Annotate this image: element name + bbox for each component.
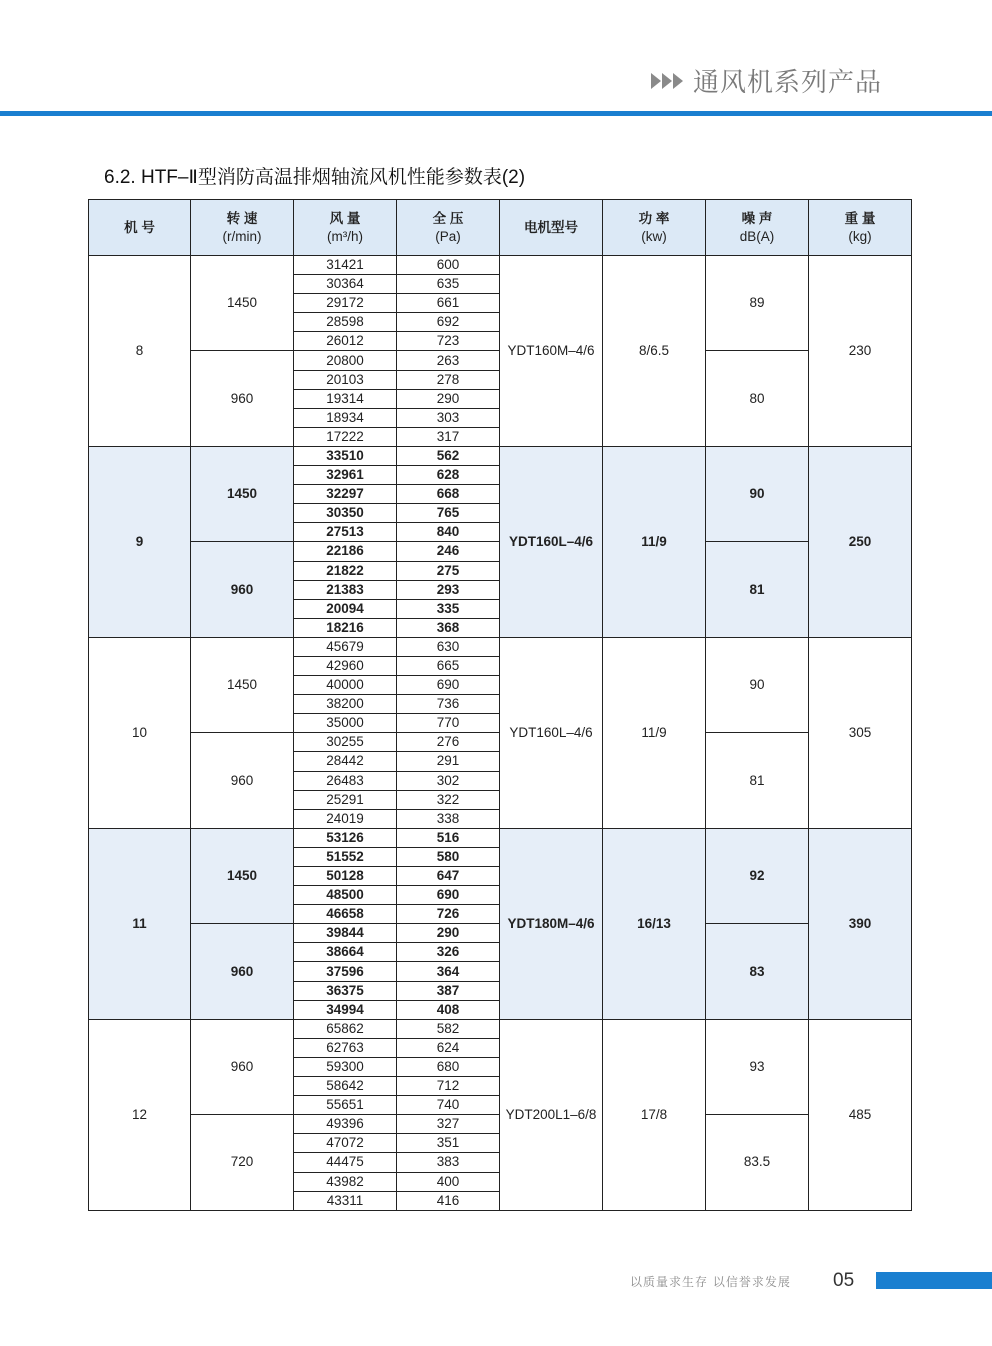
cell-speed: 1450 <box>191 637 294 732</box>
cell-airflow: 24019 <box>294 809 397 828</box>
cell-weight: 485 <box>809 1019 912 1210</box>
col-header-weight: 重 量 (kg) <box>809 200 912 256</box>
cell-pressure: 562 <box>397 446 500 465</box>
cell-airflow: 28442 <box>294 752 397 771</box>
cell-pressure: 582 <box>397 1019 500 1038</box>
table-row <box>89 446 912 465</box>
col-header-power: 功 率 (kw) <box>603 200 706 256</box>
cell-airflow: 39844 <box>294 924 397 943</box>
cell-pressure: 278 <box>397 370 500 389</box>
cell-speed: 1450 <box>191 828 294 923</box>
cell-airflow: 22186 <box>294 542 397 561</box>
cell-airflow: 35000 <box>294 714 397 733</box>
cell-pressure: 740 <box>397 1096 500 1115</box>
cell-power: 11/9 <box>603 446 706 637</box>
cell-airflow: 28598 <box>294 313 397 332</box>
cell-weight: 250 <box>809 446 912 637</box>
cell-pressure: 302 <box>397 771 500 790</box>
cell-airflow: 20800 <box>294 351 397 370</box>
cell-airflow: 30255 <box>294 733 397 752</box>
cell-airflow: 32297 <box>294 485 397 504</box>
cell-airflow: 46658 <box>294 905 397 924</box>
cell-pressure: 326 <box>397 943 500 962</box>
cell-pressure: 291 <box>397 752 500 771</box>
cell-airflow: 21822 <box>294 561 397 580</box>
cell-speed: 960 <box>191 351 294 446</box>
cell-pressure: 276 <box>397 733 500 752</box>
table-row <box>89 1019 912 1038</box>
cell-airflow: 51552 <box>294 847 397 866</box>
cell-pressure: 647 <box>397 867 500 886</box>
cell-speed: 1450 <box>191 446 294 541</box>
cell-airflow: 62763 <box>294 1038 397 1057</box>
cell-airflow: 25291 <box>294 790 397 809</box>
cell-noise: 81 <box>706 733 809 828</box>
cell-motor: YDT160L–4/6 <box>500 446 603 637</box>
cell-airflow: 44475 <box>294 1153 397 1172</box>
col-header-motor: 电机型号 <box>500 200 603 256</box>
cell-airflow: 26012 <box>294 332 397 351</box>
cell-pressure: 368 <box>397 618 500 637</box>
cell-pressure: 770 <box>397 714 500 733</box>
col-header-noise: 噪 声 dB(A) <box>706 200 809 256</box>
cell-pressure: 690 <box>397 676 500 695</box>
header-divider <box>0 111 992 116</box>
cell-noise: 93 <box>706 1019 809 1114</box>
cell-airflow: 58642 <box>294 1077 397 1096</box>
cell-airflow: 27513 <box>294 523 397 542</box>
section-title: 6.2. HTF–Ⅱ型消防高温排烟轴流风机性能参数表(2) <box>104 167 526 188</box>
chevron-right-icon <box>651 73 683 89</box>
cell-pressure: 293 <box>397 580 500 599</box>
cell-airflow: 21383 <box>294 580 397 599</box>
cell-pressure: 690 <box>397 886 500 905</box>
cell-airflow: 26483 <box>294 771 397 790</box>
cell-pressure: 351 <box>397 1134 500 1153</box>
page-number: 05 <box>833 1270 855 1291</box>
cell-airflow: 48500 <box>294 886 397 905</box>
cell-airflow: 49396 <box>294 1115 397 1134</box>
cell-model: 9 <box>89 446 191 637</box>
cell-pressure: 400 <box>397 1172 500 1191</box>
cell-airflow: 38664 <box>294 943 397 962</box>
cell-model: 8 <box>89 256 191 447</box>
cell-pressure: 322 <box>397 790 500 809</box>
cell-motor: YDT200L1–6/8 <box>500 1019 603 1210</box>
cell-airflow: 59300 <box>294 1057 397 1076</box>
cell-airflow: 19314 <box>294 389 397 408</box>
cell-airflow: 32961 <box>294 466 397 485</box>
cell-pressure: 661 <box>397 294 500 313</box>
cell-airflow: 43982 <box>294 1172 397 1191</box>
cell-pressure: 712 <box>397 1077 500 1096</box>
cell-power: 11/9 <box>603 637 706 828</box>
table-header-row <box>89 200 912 256</box>
cell-pressure: 580 <box>397 847 500 866</box>
cell-pressure: 840 <box>397 523 500 542</box>
cell-power: 17/8 <box>603 1019 706 1210</box>
col-header-speed: 转 速 (r/min) <box>191 200 294 256</box>
cell-airflow: 33510 <box>294 446 397 465</box>
cell-motor: YDT180M–4/6 <box>500 828 603 1019</box>
cell-pressure: 736 <box>397 695 500 714</box>
cell-motor: YDT160L–4/6 <box>500 637 603 828</box>
cell-noise: 80 <box>706 351 809 446</box>
cell-pressure: 383 <box>397 1153 500 1172</box>
cell-pressure: 692 <box>397 313 500 332</box>
cell-airflow: 45679 <box>294 637 397 656</box>
cell-airflow: 40000 <box>294 676 397 695</box>
cell-airflow: 30350 <box>294 504 397 523</box>
cell-airflow: 37596 <box>294 962 397 981</box>
cell-airflow: 53126 <box>294 828 397 847</box>
cell-model: 11 <box>89 828 191 1019</box>
cell-pressure: 338 <box>397 809 500 828</box>
cell-pressure: 275 <box>397 561 500 580</box>
cell-noise: 83 <box>706 924 809 1019</box>
cell-noise: 90 <box>706 446 809 541</box>
cell-speed: 960 <box>191 733 294 828</box>
cell-pressure: 600 <box>397 256 500 275</box>
col-header-pressure: 全 压 (Pa) <box>397 200 500 256</box>
cell-model: 12 <box>89 1019 191 1210</box>
cell-pressure: 317 <box>397 427 500 446</box>
cell-weight: 390 <box>809 828 912 1019</box>
cell-pressure: 680 <box>397 1057 500 1076</box>
cell-pressure: 303 <box>397 408 500 427</box>
cell-pressure: 726 <box>397 905 500 924</box>
cell-airflow: 17222 <box>294 427 397 446</box>
cell-airflow: 65862 <box>294 1019 397 1038</box>
cell-pressure: 668 <box>397 485 500 504</box>
cell-airflow: 43311 <box>294 1191 397 1210</box>
cell-pressure: 387 <box>397 981 500 1000</box>
cell-airflow: 18934 <box>294 408 397 427</box>
table-row <box>89 637 912 656</box>
cell-pressure: 290 <box>397 389 500 408</box>
cell-pressure: 665 <box>397 656 500 675</box>
table-row <box>89 828 912 847</box>
cell-speed: 960 <box>191 1019 294 1114</box>
cell-noise: 81 <box>706 542 809 637</box>
cell-airflow: 18216 <box>294 618 397 637</box>
cell-noise: 92 <box>706 828 809 923</box>
cell-pressure: 630 <box>397 637 500 656</box>
cell-weight: 230 <box>809 256 912 447</box>
cell-speed: 1450 <box>191 256 294 351</box>
cell-pressure: 624 <box>397 1038 500 1057</box>
cell-speed: 960 <box>191 542 294 637</box>
cell-airflow: 20094 <box>294 599 397 618</box>
cell-airflow: 36375 <box>294 981 397 1000</box>
table-row <box>89 256 912 275</box>
cell-pressure: 765 <box>397 504 500 523</box>
cell-power: 8/6.5 <box>603 256 706 447</box>
cell-pressure: 516 <box>397 828 500 847</box>
cell-airflow: 30364 <box>294 275 397 294</box>
cell-airflow: 38200 <box>294 695 397 714</box>
cell-airflow: 29172 <box>294 294 397 313</box>
col-header-model: 机 号 <box>89 200 191 256</box>
cell-pressure: 408 <box>397 1000 500 1019</box>
header <box>651 62 882 99</box>
cell-motor: YDT160M–4/6 <box>500 256 603 447</box>
cell-airflow: 55651 <box>294 1096 397 1115</box>
cell-noise: 90 <box>706 637 809 732</box>
cell-noise: 89 <box>706 256 809 351</box>
cell-model: 10 <box>89 637 191 828</box>
cell-pressure: 364 <box>397 962 500 981</box>
cell-airflow: 20103 <box>294 370 397 389</box>
cell-speed: 960 <box>191 924 294 1019</box>
cell-noise: 83.5 <box>706 1115 809 1210</box>
cell-pressure: 290 <box>397 924 500 943</box>
cell-pressure: 335 <box>397 599 500 618</box>
cell-pressure: 628 <box>397 466 500 485</box>
footer-motto: 以质量求生存 以信誉求发展 <box>630 1275 791 1289</box>
cell-airflow: 42960 <box>294 656 397 675</box>
cell-pressure: 246 <box>397 542 500 561</box>
cell-pressure: 327 <box>397 1115 500 1134</box>
cell-speed: 720 <box>191 1115 294 1210</box>
cell-airflow: 31421 <box>294 256 397 275</box>
cell-weight: 305 <box>809 637 912 828</box>
cell-airflow: 50128 <box>294 867 397 886</box>
cell-airflow: 47072 <box>294 1134 397 1153</box>
cell-airflow: 34994 <box>294 1000 397 1019</box>
header-title: 通风机系列产品 <box>692 67 882 97</box>
cell-pressure: 723 <box>397 332 500 351</box>
cell-pressure: 263 <box>397 351 500 370</box>
footer-accent-bar <box>876 1272 992 1289</box>
cell-pressure: 416 <box>397 1191 500 1210</box>
performance-table <box>88 199 912 1211</box>
cell-power: 16/13 <box>603 828 706 1019</box>
col-header-airflow: 风 量 (m³/h) <box>294 200 397 256</box>
cell-pressure: 635 <box>397 275 500 294</box>
